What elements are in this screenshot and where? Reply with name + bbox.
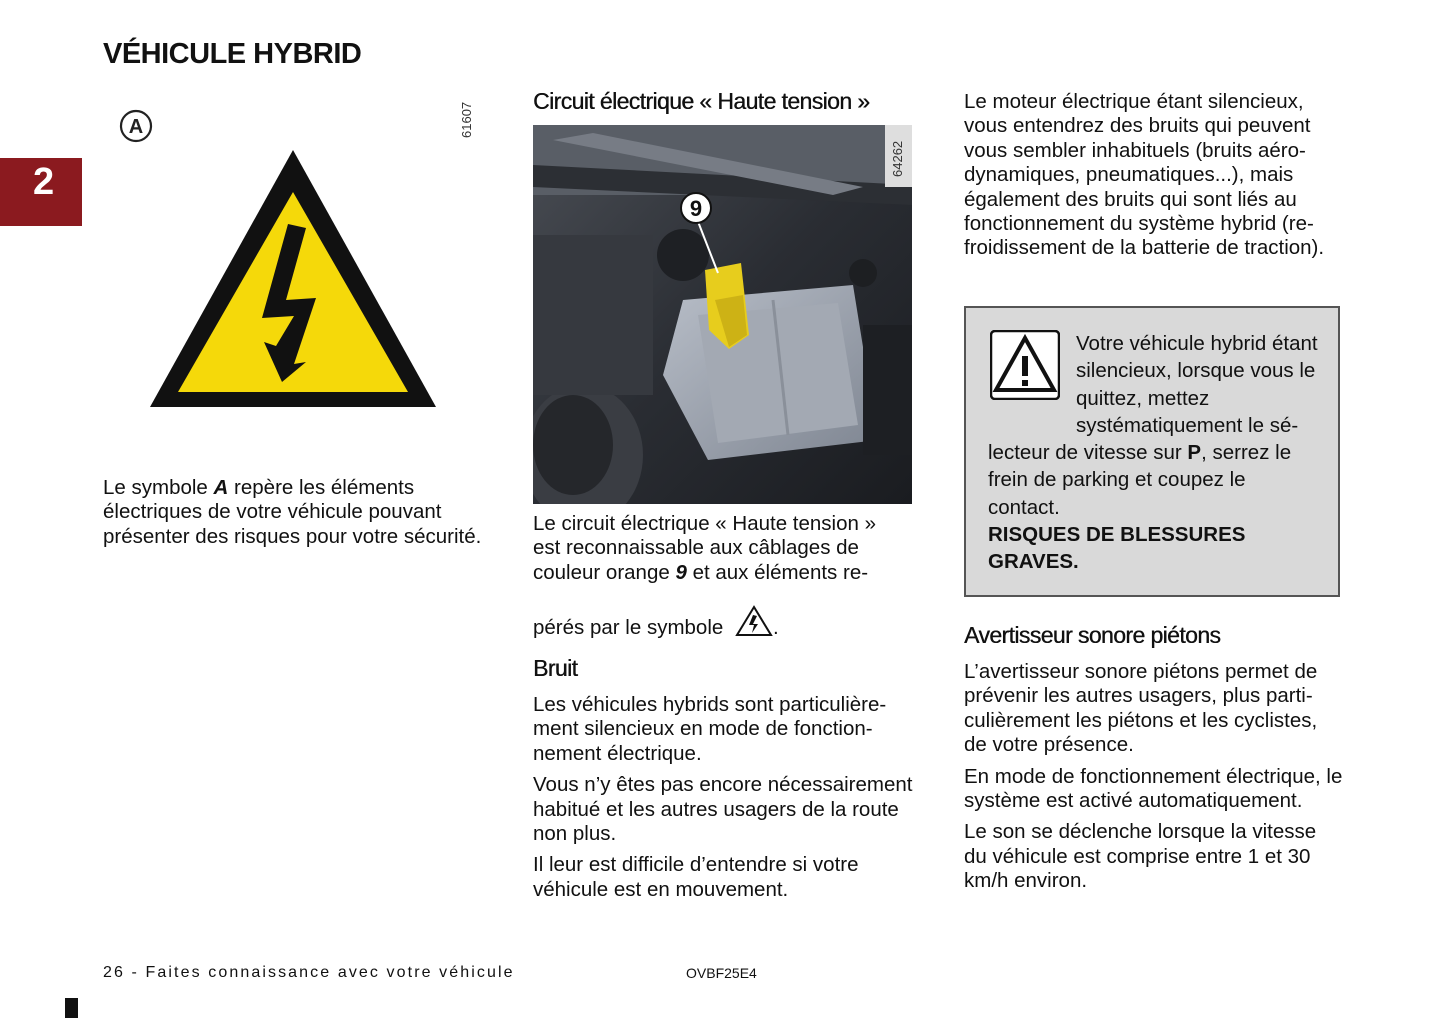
col2-heading-1: Circuit électrique « Haute tension »	[533, 88, 870, 114]
col2-paragraph-1: Le circuit électrique « Haute tension » est reconnaissable aux câblages de couleur orange 9 et aux éléments repérés par le symbole .	[533, 512, 908, 644]
engine-bay-photo	[533, 125, 912, 504]
figure-code: 61607	[459, 101, 474, 138]
col3-intro	[964, 90, 1342, 268]
col3-paragraph-4: Le son se déclenche lorsque la vitesse du véhicule est comprise entre 1 et 30 km/h environ.	[964, 820, 1317, 893]
photo-code: 64262	[890, 140, 905, 177]
col2-paragraph-3: Vous n’y êtes pas encore nécessairement habitué et les autres usagers de la route non plus.	[533, 773, 913, 846]
warning-box	[964, 306, 1340, 597]
col1-paragraph: Le symbole A repère les éléments électriques de votre véhicule pouvant présenter des risques pour votre sécurité.	[103, 476, 482, 548]
col3-paragraph-1: Le moteur électrique étant silencieux, vous entendrez des bruits qui peuvent vous sembler inhabituels (bruits aérodynamiques, pneumatiques...), mais également des bruits qui sont liés au fonctionnement du système hybrid (refroidissement de la batterie de traction).	[964, 90, 1325, 260]
col3-paragraph-3: En mode de fonctionnement électrique, le système est activé automatiquement.	[964, 764, 1343, 813]
chapter-tab	[0, 158, 82, 226]
chapter-number: 2	[33, 161, 55, 203]
photo-marker: 9	[689, 196, 703, 221]
col2-text	[533, 512, 908, 651]
col2-paragraph-4: Il leur est difficile d’entendre si votre véhicule est en mouvement.	[533, 853, 859, 901]
col3-paragraph-2: L’avertisseur sonore piétons permet de prévenir les autres usagers, plus particulièrement les piétons et les cyclistes, de votre présence.	[964, 660, 1318, 757]
danger-text: RISQUES DE BLESSURES GRAVES.	[988, 523, 1246, 574]
high-voltage-warning-icon	[146, 148, 440, 410]
figure-label: A	[128, 116, 144, 138]
crop-mark	[65, 998, 78, 1018]
col2-body	[533, 693, 913, 909]
figure-label-badge	[118, 108, 154, 144]
gear-letter: P	[1187, 441, 1202, 465]
col1-text	[103, 476, 483, 556]
high-voltage-symbol-icon	[735, 605, 773, 643]
page-footer: 26 - Faites connaissance avec votre véhicule	[103, 964, 515, 981]
col2-heading-2: Bruit	[533, 655, 578, 681]
col3-body	[964, 660, 1344, 901]
col3-heading: Avertisseur sonore piétons	[964, 622, 1221, 648]
symbol-letter: A	[213, 476, 229, 499]
page-title: VÉHICULE HYBRID	[103, 38, 362, 70]
warning-text: Votre véhicule hybrid étant silencieux, lorsque vous le quittez, mettez systématiquement le sélecteur de vitesse sur P, serrez le frein de parking et coupez le contact. RISQUES DE BLESSURES GRAVES.	[988, 332, 1318, 574]
col2-paragraph-2: Les véhicules hybrids sont particulièrement silencieux en mode de fonctionnement électrique.	[533, 693, 887, 765]
document-code: OVBF25E4	[686, 965, 757, 981]
